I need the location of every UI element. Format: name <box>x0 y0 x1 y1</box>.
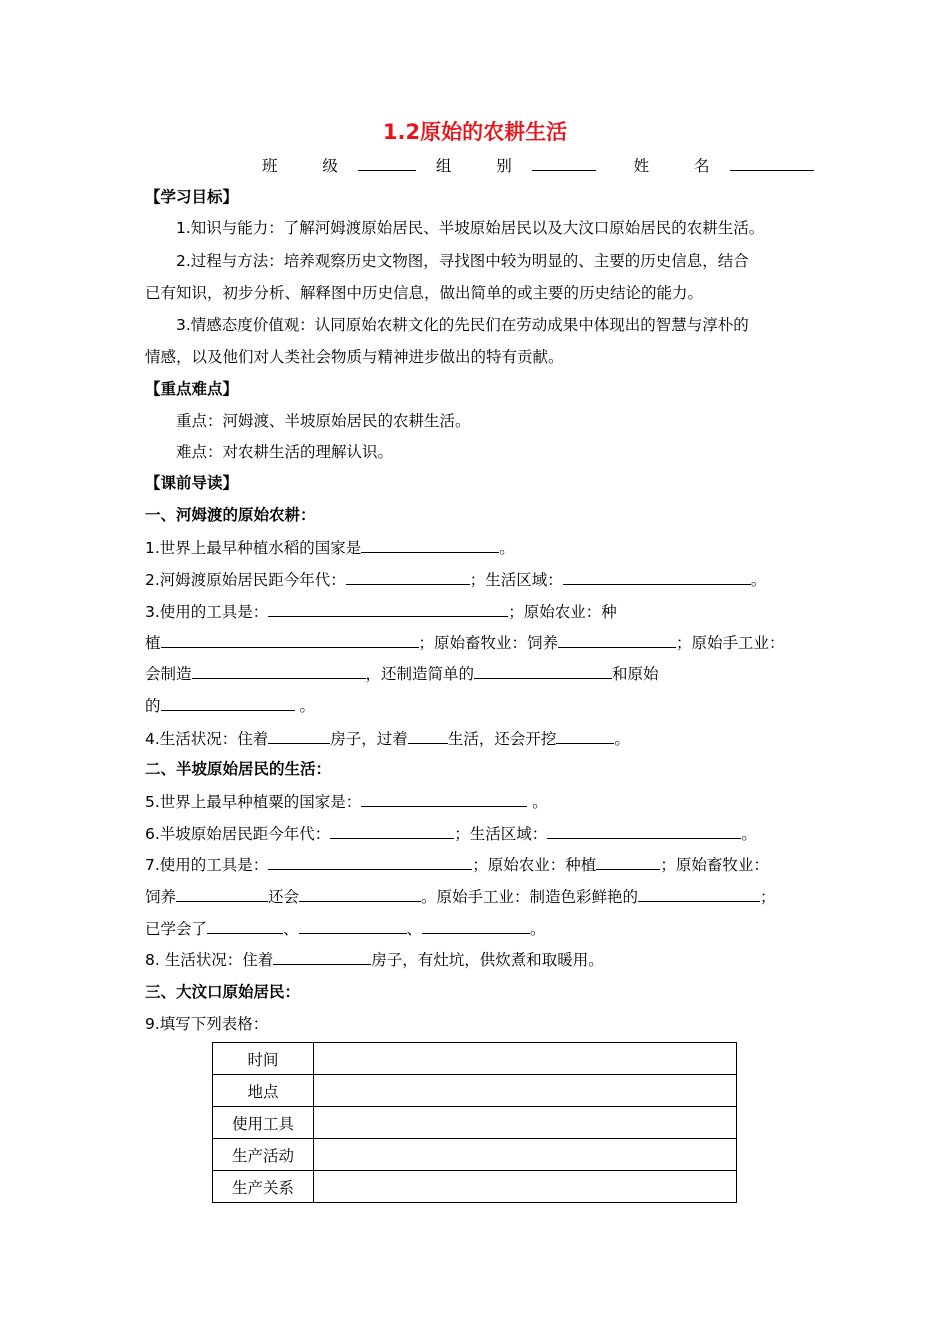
q6-blank-b[interactable] <box>547 822 741 839</box>
question-5 <box>145 790 548 813</box>
q7-text-b: ；原始农业：种植 <box>472 856 597 874</box>
q7-text-d: 饲养 <box>145 888 177 906</box>
question-9: 9.填写下列表格： <box>145 1015 269 1033</box>
goal-2-b: 已有知识，初步分析、解释图中历史信息，做出简单的或主要的历史结论的能力。 <box>145 284 704 302</box>
question-3-b <box>145 631 785 654</box>
q3-blank-d[interactable] <box>192 662 366 679</box>
q7-sep-1: 、 <box>283 920 299 938</box>
q3-text-f: 会制造 <box>145 665 192 683</box>
question-2 <box>145 568 766 591</box>
question-8 <box>145 948 604 971</box>
table-row-label: 地点 <box>213 1075 314 1107</box>
table-row <box>213 1139 737 1171</box>
table-row <box>213 1075 737 1107</box>
name-blank[interactable] <box>730 154 814 171</box>
q2-text-a: 2.河姆渡原始居民距今年代： <box>145 571 346 589</box>
q6-blank-a[interactable] <box>330 822 454 839</box>
class-blank[interactable] <box>358 154 416 171</box>
q7-text-f: 。原始手工业：制造色彩鲜艳的 <box>421 888 639 906</box>
q2-text-b: ；生活区域： <box>469 571 563 589</box>
page-title: 1.2原始的农耕生活 <box>382 120 568 144</box>
q3-blank-f[interactable] <box>161 694 295 711</box>
student-info <box>262 154 814 176</box>
q4-end: 。 <box>614 730 630 748</box>
question-7-c <box>145 917 546 940</box>
q3-text-g: ，还制造简单的 <box>365 665 475 683</box>
q3-blank-e[interactable] <box>474 662 612 679</box>
q3-text-c: 植 <box>145 634 161 652</box>
q7-text-g: ； <box>760 888 776 906</box>
q7-blank-a[interactable] <box>268 853 472 870</box>
q3-blank-b[interactable] <box>161 631 419 648</box>
section-heading-preview: 【课前导读】 <box>145 474 239 492</box>
q2-blank-b[interactable] <box>563 568 751 585</box>
q3-text-h: 和原始 <box>612 665 659 683</box>
table-row <box>213 1107 737 1139</box>
section-heading-goals: 【学习目标】 <box>145 188 239 206</box>
q1-text: 1.世界上最早种植水稻的国家是 <box>145 539 362 557</box>
q7-blank-h[interactable] <box>422 917 530 934</box>
table-cell-blank[interactable] <box>314 1139 737 1171</box>
q7-blank-c[interactable] <box>176 885 268 902</box>
q2-blank-a[interactable] <box>346 568 470 585</box>
heading-banpo: 二、半坡原始居民的生活： <box>145 760 332 778</box>
q4-text-a: 4.生活状况：住着 <box>145 730 269 748</box>
q1-end: 。 <box>499 539 515 557</box>
q7-text-e: 还会 <box>268 888 300 906</box>
table-cell-blank[interactable] <box>314 1107 737 1139</box>
q7-blank-e[interactable] <box>638 885 760 902</box>
q3-end: 。 <box>299 697 315 715</box>
q6-text-a: 6.半坡原始居民距今年代： <box>145 825 331 843</box>
q4-text-b: 房子，过着 <box>330 730 408 748</box>
q5-blank[interactable] <box>361 790 527 807</box>
fill-in-table <box>212 1042 737 1203</box>
q8-blank[interactable] <box>273 948 371 965</box>
q7-text-a: 7.使用的工具是： <box>145 856 269 874</box>
question-6 <box>145 822 757 845</box>
q7-end: 。 <box>530 920 546 938</box>
q3-text-b: ；原始农业：种 <box>508 603 617 621</box>
q7-blank-b[interactable] <box>596 853 660 870</box>
table-row-label: 生产活动 <box>213 1139 314 1171</box>
q8-text-b: 房子，有灶坑，供炊煮和取暖用。 <box>371 951 604 969</box>
question-3-d <box>145 694 315 717</box>
question-1 <box>145 536 515 559</box>
table-row <box>213 1043 737 1075</box>
question-4 <box>145 727 630 750</box>
q5-text: 5.世界上最早种植粟的国家是： <box>145 793 362 811</box>
question-7-a <box>145 853 769 876</box>
q7-text-c: ；原始畜牧业： <box>660 856 769 874</box>
question-7-b <box>145 885 776 908</box>
q3-text-i: 的 <box>145 697 161 715</box>
class-label: 班 级 <box>262 157 358 175</box>
name-label: 姓 名 <box>633 157 730 175</box>
table-row-label: 时间 <box>213 1043 314 1075</box>
q7-blank-g[interactable] <box>299 917 407 934</box>
goal-2-a: 2.过程与方法：培养观察历史文物图，寻找图中较为明显的、主要的历史信息，结合 <box>176 252 749 270</box>
heading-dawenkou: 三、大汶口原始居民： <box>145 983 301 1001</box>
table-row-label: 生产关系 <box>213 1171 314 1203</box>
table-row-label: 使用工具 <box>213 1107 314 1139</box>
q8-text-a: 8. 生活状况：住着 <box>145 951 274 969</box>
q4-blank-c[interactable] <box>556 727 614 744</box>
key-point: 重点：河姆渡、半坡原始居民的农耕生活。 <box>176 412 471 430</box>
section-heading-keypoints: 【重点难点】 <box>145 380 239 398</box>
q1-blank[interactable] <box>361 536 499 553</box>
q4-text-c: 生活，还会开挖 <box>447 730 557 748</box>
question-3-c <box>145 662 659 685</box>
table-cell-blank[interactable] <box>314 1043 737 1075</box>
q2-end: 。 <box>750 571 767 589</box>
question-3-a <box>145 600 617 623</box>
q4-blank-a[interactable] <box>268 727 330 744</box>
q3-blank-c[interactable] <box>558 631 676 648</box>
difficult-point: 难点：对农耕生活的理解认识。 <box>176 443 394 461</box>
q6-end: 。 <box>741 825 757 843</box>
q6-text-b: ；生活区域： <box>454 825 548 843</box>
q3-blank-a[interactable] <box>268 600 508 617</box>
goal-3-b: 情感，以及他们对人类社会物质与精神进步做出的特有贡献。 <box>145 348 564 366</box>
goal-1: 1.知识与能力：了解河姆渡原始居民、半坡原始居民以及大汶口原始居民的农耕生活。 <box>176 219 765 237</box>
q7-text-h: 已学会了 <box>145 920 208 938</box>
q7-sep-2: 、 <box>406 920 423 938</box>
q7-blank-f[interactable] <box>207 917 283 934</box>
group-blank[interactable] <box>532 154 596 171</box>
group-label: 组 别 <box>435 157 532 175</box>
q3-text-a: 3.使用的工具是： <box>145 603 269 621</box>
table-cell-blank[interactable] <box>314 1075 737 1107</box>
q3-text-e: ；原始手工业： <box>676 634 785 652</box>
q3-text-d: ；原始畜牧业：饲养 <box>418 634 559 652</box>
q4-blank-b[interactable] <box>408 727 448 744</box>
heading-hemudu: 一、河姆渡的原始农耕： <box>145 506 316 524</box>
q5-end: 。 <box>532 793 548 811</box>
goal-3-a: 3.情感态度价值观：认同原始农耕文化的先民们在劳动成果中体现出的智慧与淳朴的 <box>176 316 749 334</box>
table-row <box>213 1171 737 1203</box>
q7-blank-d[interactable] <box>299 885 421 902</box>
table-cell-blank[interactable] <box>314 1171 737 1203</box>
